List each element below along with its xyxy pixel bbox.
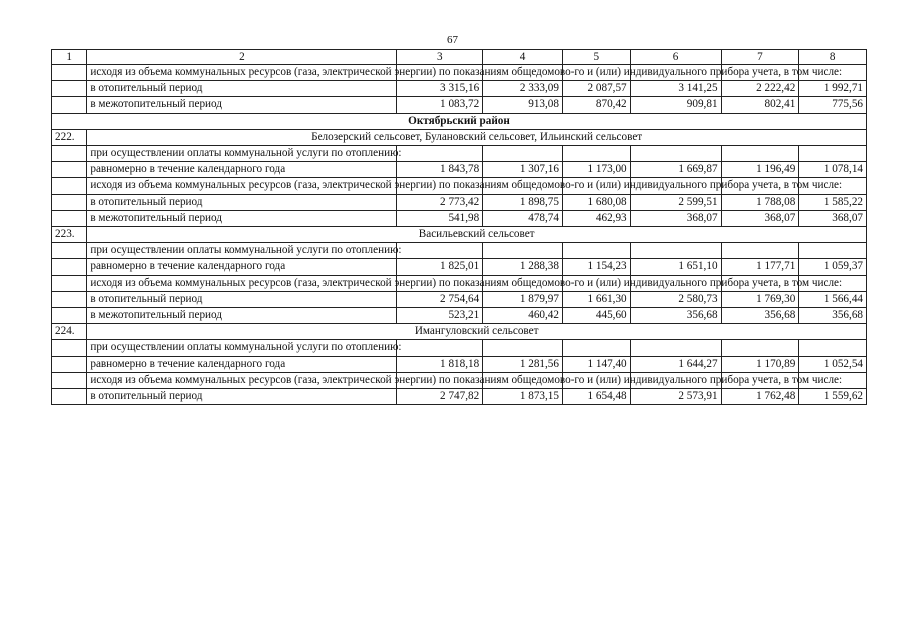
value-cell: 1 992,71 bbox=[799, 81, 867, 97]
row-label: при осуществлении оплаты коммунальной услуги по отоплению: bbox=[87, 146, 397, 162]
value-cell: 1 879,97 bbox=[483, 291, 563, 307]
value-cell: 523,21 bbox=[397, 308, 483, 324]
value-cell: 1 196,49 bbox=[721, 162, 799, 178]
value-cell: 445,60 bbox=[562, 308, 630, 324]
header-cell: 2 bbox=[87, 50, 397, 65]
value-cell: 2 599,51 bbox=[630, 194, 721, 210]
value-cell: 909,81 bbox=[630, 97, 721, 113]
value-cell: 1 170,89 bbox=[721, 356, 799, 372]
value-cell: 478,74 bbox=[483, 210, 563, 226]
value-cell: 1 818,18 bbox=[397, 356, 483, 372]
value-cell: 2 333,09 bbox=[483, 81, 563, 97]
table-row bbox=[52, 308, 867, 324]
value-cell: 1 669,87 bbox=[630, 162, 721, 178]
row-label: исходя из объема коммунальных ресурсов (газа, электрической энергии) по показаниям общедомово-го и (или) индивидуального прибора учета, в том числе: bbox=[87, 275, 397, 291]
value-cell: 870,42 bbox=[562, 97, 630, 113]
value-cell: 368,07 bbox=[721, 210, 799, 226]
value-cell: 2 222,42 bbox=[721, 81, 799, 97]
value-cell: 1 873,15 bbox=[483, 389, 563, 405]
row-label: равномерно в течение календарного года bbox=[87, 259, 397, 275]
header-cell: 5 bbox=[562, 50, 630, 65]
table-row bbox=[52, 340, 867, 356]
value-cell: 913,08 bbox=[483, 97, 563, 113]
value-cell: 1 281,56 bbox=[483, 356, 563, 372]
value-cell: 1 078,14 bbox=[799, 162, 867, 178]
row-label: в отопительный период bbox=[87, 291, 397, 307]
value-cell: 1 147,40 bbox=[562, 356, 630, 372]
table-row bbox=[52, 259, 867, 275]
row-label: исходя из объема коммунальных ресурсов (газа, электрической энергии) по показаниям общедомово-го и (или) индивидуального прибора учета, в том числе: bbox=[87, 372, 397, 388]
row-label: в межотопительный период bbox=[87, 210, 397, 226]
district-heading: Октябрьский район bbox=[52, 113, 867, 129]
district-row bbox=[52, 113, 867, 129]
table-header-row bbox=[52, 50, 867, 65]
row-label: при осуществлении оплаты коммунальной услуги по отоплению: bbox=[87, 243, 397, 259]
value-cell: 1 680,08 bbox=[562, 194, 630, 210]
value-cell: 2 754,64 bbox=[397, 291, 483, 307]
row-label: в межотопительный период bbox=[87, 97, 397, 113]
value-cell: 1 762,48 bbox=[721, 389, 799, 405]
section-number: 222. bbox=[52, 129, 87, 145]
section-heading-row bbox=[52, 227, 867, 243]
table-row bbox=[52, 81, 867, 97]
section-heading-row bbox=[52, 324, 867, 340]
header-cell: 3 bbox=[397, 50, 483, 65]
table-row bbox=[52, 356, 867, 372]
value-cell: 356,68 bbox=[630, 308, 721, 324]
table-row bbox=[52, 243, 867, 259]
value-cell: 1 177,71 bbox=[721, 259, 799, 275]
table-row bbox=[52, 389, 867, 405]
row-label: равномерно в течение календарного года bbox=[87, 162, 397, 178]
table-row bbox=[52, 97, 867, 113]
value-cell: 1 059,37 bbox=[799, 259, 867, 275]
value-cell: 2 580,73 bbox=[630, 291, 721, 307]
value-cell: 775,56 bbox=[799, 97, 867, 113]
row-label: исходя из объема коммунальных ресурсов (газа, электрической энергии) по показаниям общедомово-го и (или) индивидуального прибора учета, в том числе: bbox=[87, 65, 397, 81]
value-cell: 2 087,57 bbox=[562, 81, 630, 97]
value-cell: 3 315,16 bbox=[397, 81, 483, 97]
value-cell: 460,42 bbox=[483, 308, 563, 324]
header-cell: 8 bbox=[799, 50, 867, 65]
value-cell: 462,93 bbox=[562, 210, 630, 226]
value-cell: 1 788,08 bbox=[721, 194, 799, 210]
value-cell: 1 644,27 bbox=[630, 356, 721, 372]
value-cell: 368,07 bbox=[630, 210, 721, 226]
section-number: 223. bbox=[52, 227, 87, 243]
value-cell: 2 747,82 bbox=[397, 389, 483, 405]
value-cell: 1 288,38 bbox=[483, 259, 563, 275]
header-cell: 7 bbox=[721, 50, 799, 65]
row-label: в отопительный период bbox=[87, 389, 397, 405]
row-label: в отопительный период bbox=[87, 194, 397, 210]
value-cell: 1 661,30 bbox=[562, 291, 630, 307]
table-row bbox=[52, 291, 867, 307]
value-cell: 368,07 bbox=[799, 210, 867, 226]
section-name: Белозерский сельсовет, Булановский сельсовет, Ильинский сельсовет bbox=[87, 129, 867, 145]
value-cell: 1 052,54 bbox=[799, 356, 867, 372]
value-cell: 2 573,91 bbox=[630, 389, 721, 405]
value-cell: 802,41 bbox=[721, 97, 799, 113]
value-cell: 1 559,62 bbox=[799, 389, 867, 405]
value-cell: 1 566,44 bbox=[799, 291, 867, 307]
table-row bbox=[52, 146, 867, 162]
row-label: в межотопительный период bbox=[87, 308, 397, 324]
header-cell: 6 bbox=[630, 50, 721, 65]
header-cell: 1 bbox=[52, 50, 87, 65]
table-row bbox=[52, 194, 867, 210]
value-cell: 356,68 bbox=[799, 308, 867, 324]
row-label: исходя из объема коммунальных ресурсов (газа, электрической энергии) по показаниям общедомово-го и (или) индивидуального прибора учета, в том числе: bbox=[87, 178, 397, 194]
value-cell: 2 773,42 bbox=[397, 194, 483, 210]
page-number: 67 bbox=[447, 34, 458, 46]
value-cell: 1 083,72 bbox=[397, 97, 483, 113]
value-cell: 1 654,48 bbox=[562, 389, 630, 405]
row-label: при осуществлении оплаты коммунальной услуги по отоплению: bbox=[87, 340, 397, 356]
value-cell: 1 307,16 bbox=[483, 162, 563, 178]
value-cell: 1 173,00 bbox=[562, 162, 630, 178]
value-cell: 1 154,23 bbox=[562, 259, 630, 275]
table-row bbox=[52, 178, 867, 194]
header-cell: 4 bbox=[483, 50, 563, 65]
table-row bbox=[52, 65, 867, 81]
row-label: равномерно в течение календарного года bbox=[87, 356, 397, 372]
section-name: Васильевский сельсовет bbox=[87, 227, 867, 243]
value-cell: 1 825,01 bbox=[397, 259, 483, 275]
value-cell: 1 769,30 bbox=[721, 291, 799, 307]
value-cell: 356,68 bbox=[721, 308, 799, 324]
value-cell: 3 141,25 bbox=[630, 81, 721, 97]
value-cell: 1 898,75 bbox=[483, 194, 563, 210]
value-cell: 541,98 bbox=[397, 210, 483, 226]
row-label: в отопительный период bbox=[87, 81, 397, 97]
value-cell: 1 585,22 bbox=[799, 194, 867, 210]
tariff-table bbox=[51, 49, 867, 405]
value-cell: 1 843,78 bbox=[397, 162, 483, 178]
section-name: Имангуловский сельсовет bbox=[87, 324, 867, 340]
table-row bbox=[52, 162, 867, 178]
value-cell: 1 651,10 bbox=[630, 259, 721, 275]
section-heading-row bbox=[52, 129, 867, 145]
table-row bbox=[52, 275, 867, 291]
table-row bbox=[52, 372, 867, 388]
table-row bbox=[52, 210, 867, 226]
section-number: 224. bbox=[52, 324, 87, 340]
